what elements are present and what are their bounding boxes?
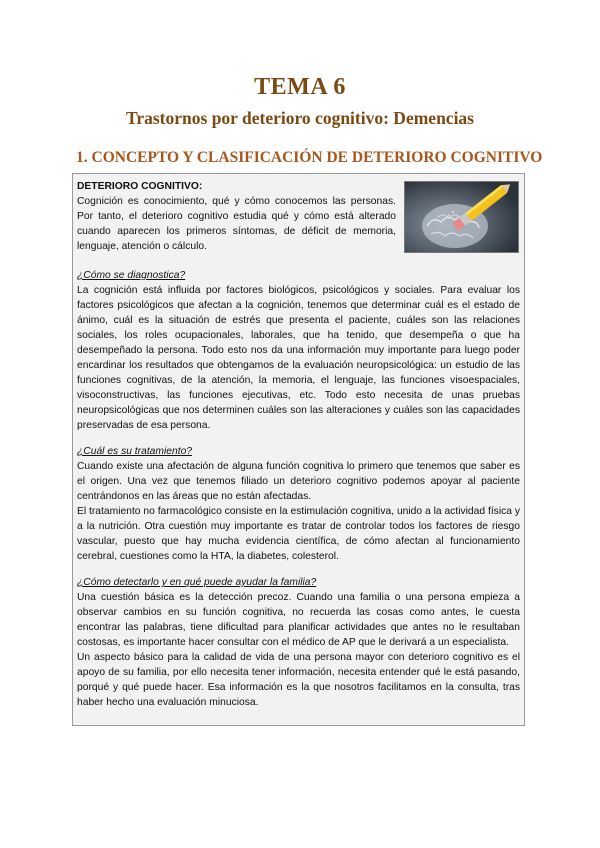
answer-treatment-p2: El tratamiento no farmacológico consiste en la estimulación cognitiva, unido a la actividad física y a la nutrición. Otra cuestión muy importante es tratar de controlar todos los factores de riesgo vascular, puesto que hay mucha evidencia científica, de cómo afectan al funcionamiento cerebral, cuestiones como la HTA, la diabetes, colesterol. xyxy=(77,506,520,562)
section-heading: 1. CONCEPTO Y CLASIFICACIÓN DE DETERIORO COGNITIVO xyxy=(76,149,543,166)
answer-family-p1: Una cuestión básica es la detección precoz. Cuando una familia o una persona empieza a observar cambios en su función cognitiva, no recuerda las cosas como antes, le cuesta encontrar las palabras, tiene dificultad para planificar actividades que antes no le resultaban costosas, es importante hacer consultar con el médico de AP que le derivará a un especialista. xyxy=(77,592,520,648)
brain-eraser-illustration xyxy=(405,182,518,252)
definition-heading: DETERIORO COGNITIVO: xyxy=(77,181,203,192)
question-diagnosis: ¿Cómo se diagnostica? xyxy=(77,270,186,281)
answer-diagnosis: La cognición está influida por factores biológicos, psicológicos y sociales. Para evaluar los factores psicológicos que afectan a la cognición, tenemos que determinar cuál es el estado de ánimo, cuál es la situación de estrés que presenta el paciente, cuáles son las relaciones sociales, los roles ocupacionales, laborales, que ha tenido, que desempeña o que ha desempeñado la persona. Todo esto nos da una información muy importante para luego poder encardinar los resultados que obtengamos de la evaluación neuropsicológica: un estudio de las funciones cognitivas, de la atención, la memoria, el lenguaje, las funciones visoespaciales, visoconstructivas, las funciones ejecutivas, etc. Todo esto necesita de unas pruebas neuropsicológicas que nos determinen cuáles son las alteraciones y cuáles son las capacidades preservadas de esa persona. xyxy=(77,285,520,431)
brain-pencil-image xyxy=(404,181,519,253)
definition-block xyxy=(77,179,520,257)
content-box xyxy=(72,173,525,726)
page-title: TEMA 6 xyxy=(254,74,346,100)
question-treatment: ¿Cuál es su tratamiento? xyxy=(77,446,193,457)
answer-family-p2: Un aspecto básico para la calidad de vida de una persona mayor con deterioro cognitivo es el apoyo de su familia, por ello necesita tener información, necesita entender qué le está pasando, porqué y qué puede hacer. Esa información es la que nosotros facilitamos en la consulta, tras haber hecho una evaluación minuciosa. xyxy=(77,652,520,708)
definition-text: Cognición es conocimiento, qué y cómo conocemos las personas. Por tanto, el deterioro cognitivo estudia qué y cómo está alterado cuando aparecen los primeros síntomas, de déficit de memoria, lenguaje, atención o cálculo. xyxy=(77,196,396,252)
page-subtitle: Trastornos por deterioro cognitivo: Demencias xyxy=(125,108,474,128)
question-family: ¿Cómo detectarlo y en qué puede ayudar la familia? xyxy=(77,577,317,588)
answer-treatment-p1: Cuando existe una afectación de alguna función cognitiva lo primero que tenemos que saber es el origen. Una vez que tenemos filiado un deterioro cognitivo podemos apoyar al paciente centrándonos en las áreas que no están afectadas. xyxy=(77,461,520,502)
